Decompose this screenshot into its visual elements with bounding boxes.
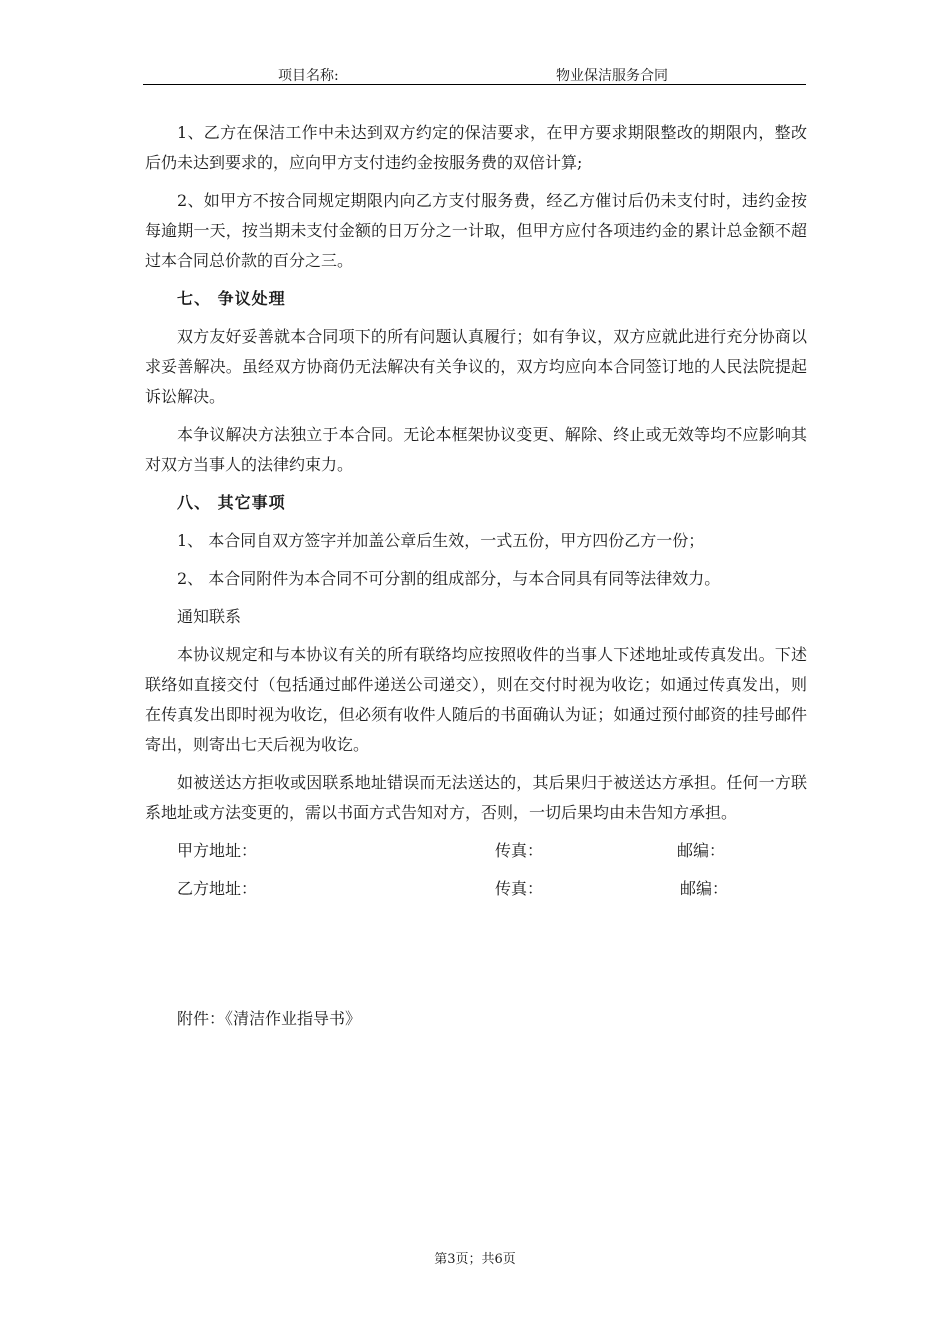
section-7-heading: 七、 争议处理: [177, 289, 286, 308]
section-8-heading: 八、 其它事项: [177, 493, 286, 512]
notice-paragraph-2: 如被送达方拒收或因联系地址错误而无法送达的，其后果归于被送达方承担。任何一方联系地址或方法变更的，需以书面方式告知对方，否则，一切后果均由未告知方承担。: [145, 773, 807, 822]
dispute-paragraph-2: 本争议解决方法独立于本合同。无论本框架协议变更、解除、终止或无效等均不应影响其对双方当事人的法律约束力。: [145, 425, 807, 474]
penalty-clause-2: 2、如甲方不按合同规定期限内向乙方支付服务费，经乙方催讨后仍未支付时，违约金按每逾期一天，按当期未支付金额的日万分之一计取，但甲方应付各项违约金的累计总金额不超过本合同总价款的百分之三。: [145, 191, 807, 270]
document-body: [145, 118, 807, 1034]
page-header: [143, 60, 806, 85]
party-a-postcode-label: 邮编：: [677, 841, 726, 860]
page-footer: 第3页；共6页: [434, 1252, 516, 1267]
penalty-clause-1: 1、乙方在保洁工作中未达到双方约定的保洁要求，在甲方要求期限整改的期限内，整改后仍未达到要求的，应向甲方支付违约金按服务费的双倍计算;: [145, 123, 807, 172]
party-b-address-label: 乙方地址：: [177, 879, 258, 898]
party-a-address-row: [145, 836, 807, 866]
contract-title: 物业保洁服务合同: [556, 68, 668, 84]
party-a-address-label: 甲方地址：: [177, 841, 258, 860]
party-b-address-row: [145, 874, 807, 904]
notice-label: 通知联系: [177, 607, 242, 626]
other-item-1: 1、 本合同自双方签字并加盖公章后生效，一式五份，甲方四份乙方一份；: [177, 531, 705, 550]
project-name-label: 项目名称:: [278, 68, 339, 84]
party-b-fax-label: 传真：: [495, 879, 544, 898]
attachment-line: 附件：《清洁作业指导书》: [177, 1009, 362, 1028]
notice-paragraph-1: 本协议规定和与本协议有关的所有联络均应按照收件的当事人下述地址或传真发出。下述联络如直接交付（包括通过邮件递送公司递交），则在交付时视为收讫；如通过传真发出，则在传真发出即时视为收讫，但必须有收件人随后的书面确认为证；如通过预付邮资的挂号邮件寄出，则寄出七天后视为收讫。: [145, 645, 807, 754]
dispute-paragraph-1: 双方友好妥善就本合同项下的所有问题认真履行；如有争议，双方应就此进行充分协商以求妥善解决。虽经双方协商仍无法解决有关争议的，双方均应向本合同签订地的人民法院提起诉讼解决。: [145, 327, 807, 406]
other-item-2: 2、 本合同附件为本合同不可分割的组成部分，与本合同具有同等法律效力。: [177, 569, 721, 588]
party-b-postcode-label: 邮编：: [680, 879, 729, 898]
party-a-fax-label: 传真：: [495, 841, 544, 860]
